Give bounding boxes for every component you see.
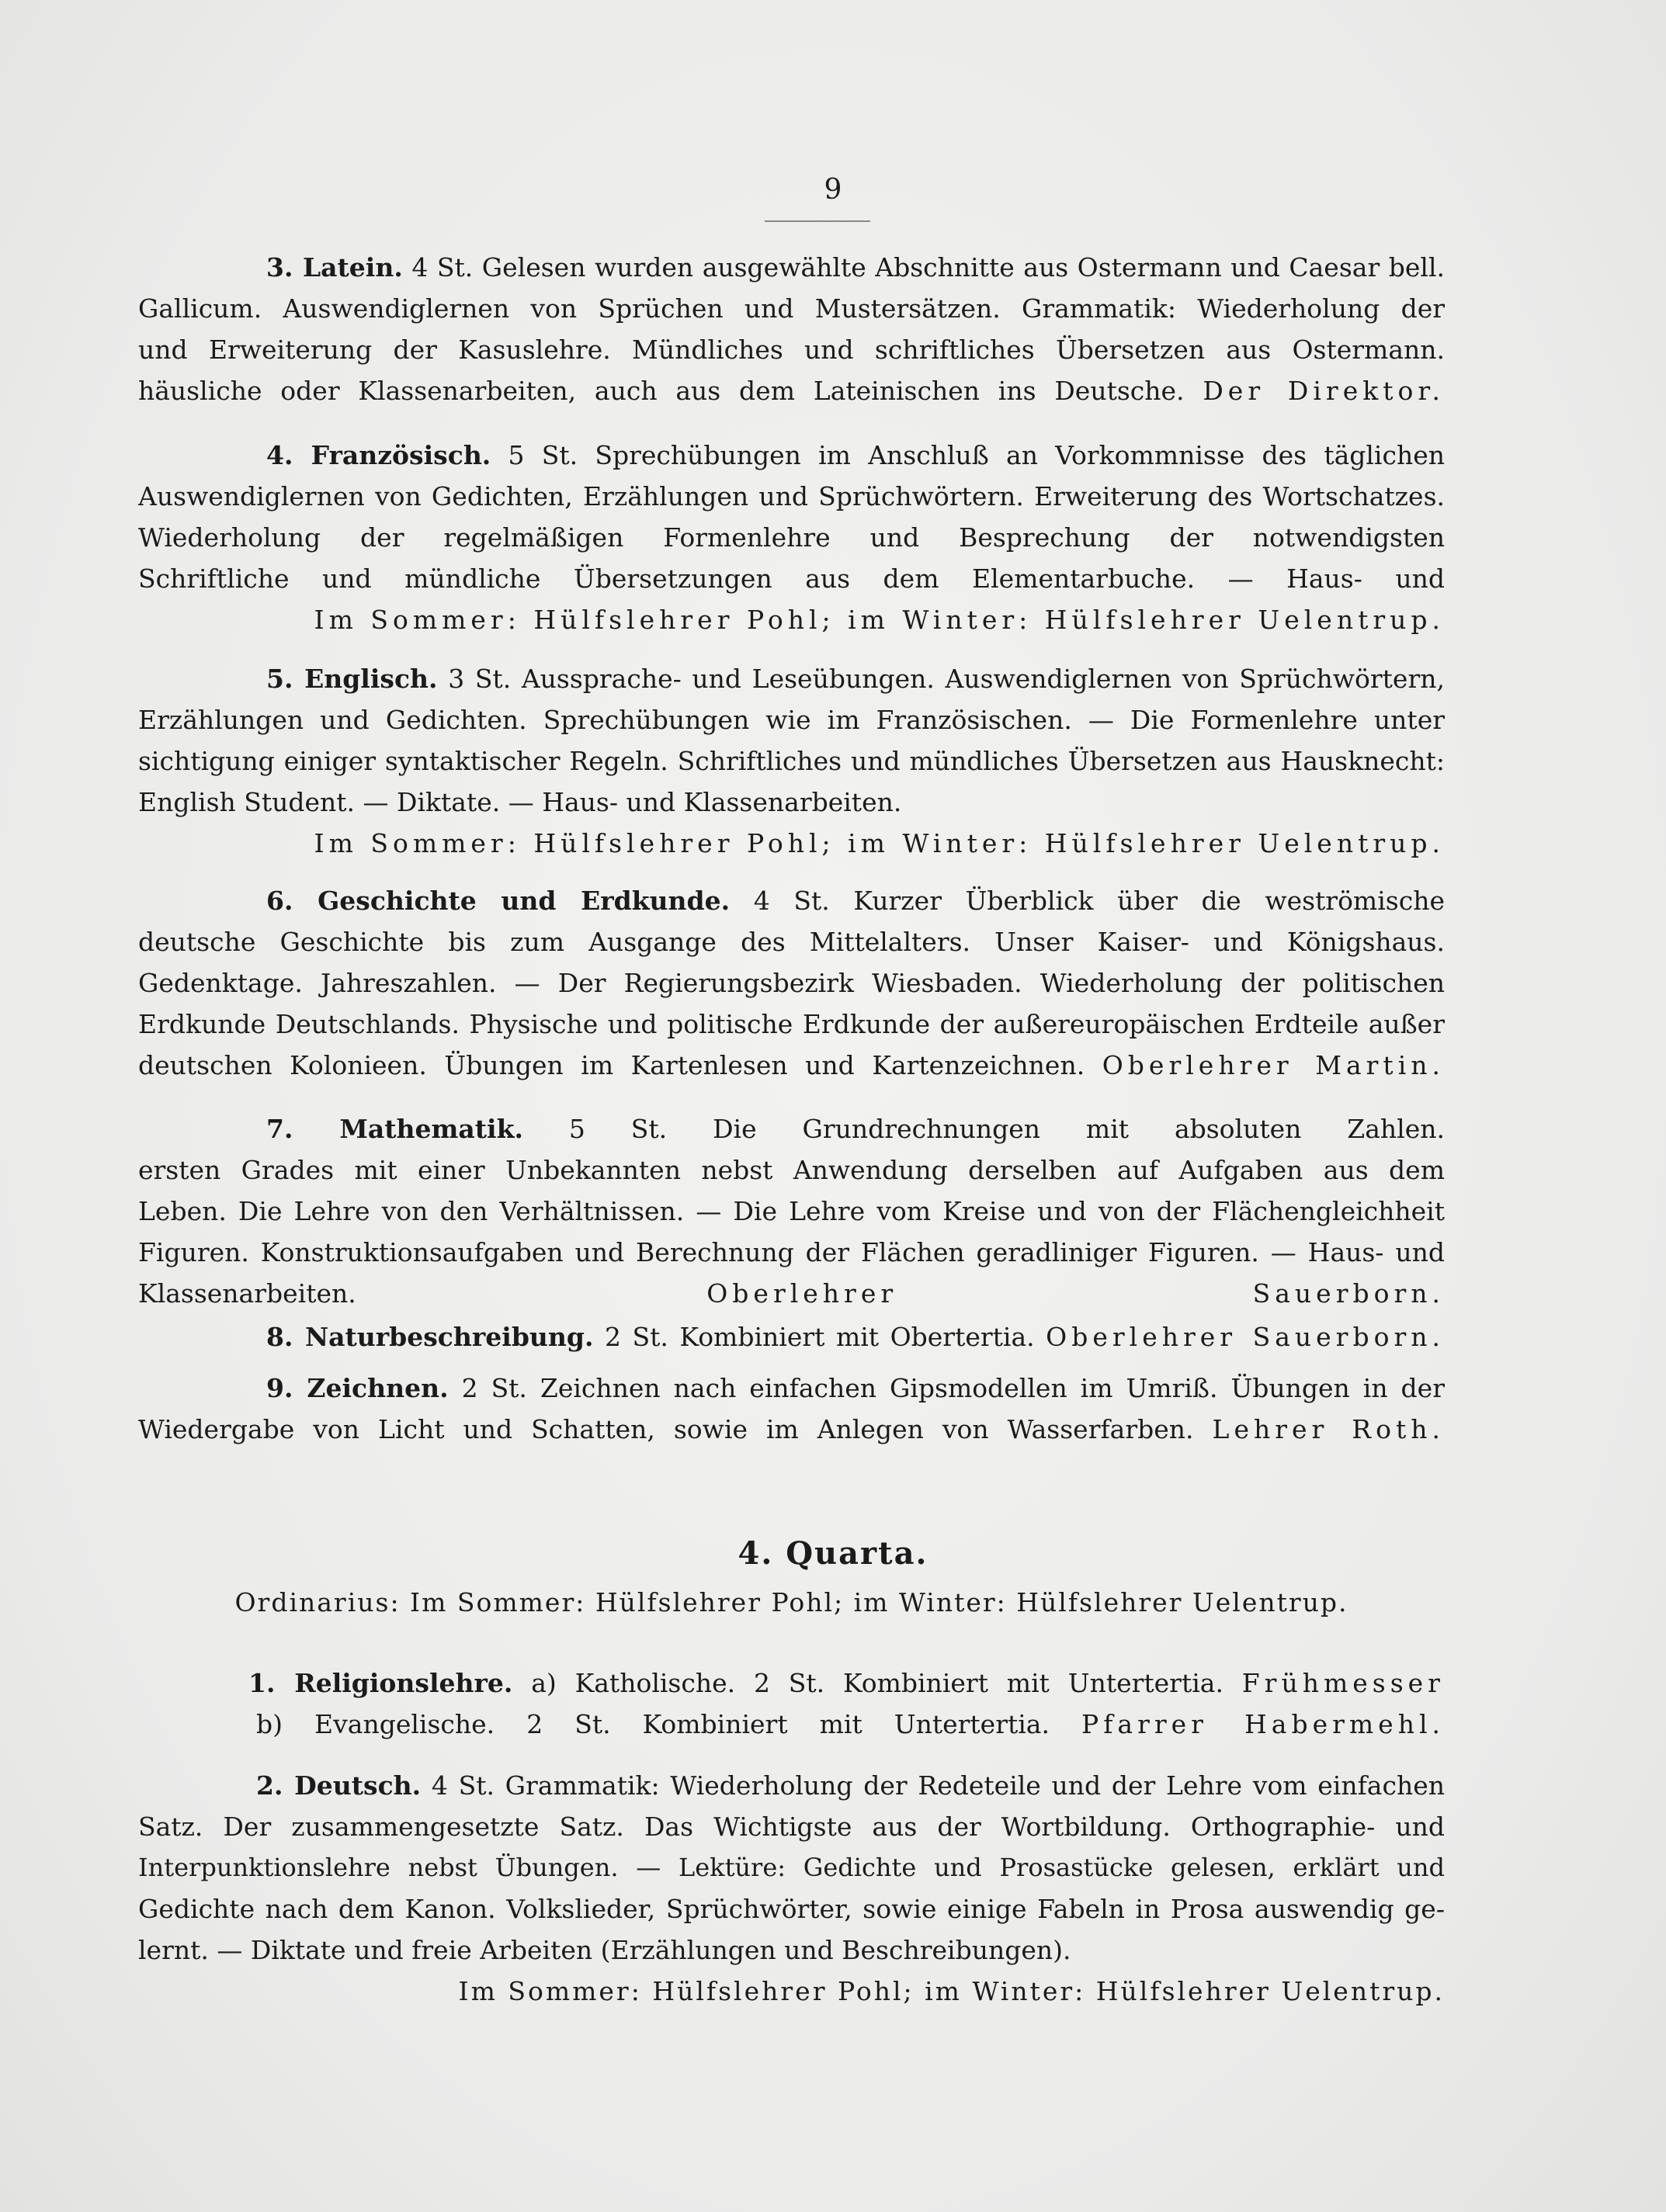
- subject-zeichnen: 9. Zeichnen.: [266, 1373, 449, 1403]
- englisch-teacher: Im Sommer: Hülfslehrer Pohl; im Winter: Hülfslehrer Uelentrup.: [314, 828, 1445, 858]
- latein-line-2: Gallicum. Auswendiglernen von Sprüchen und Mustersätzen. Grammatik: Wiederholung der: [138, 293, 1445, 324]
- geschichte-line-2: deutsche Geschichte bis zum Ausgange des Mittelalters. Unser Kaiser- und Königshaus.: [138, 927, 1445, 957]
- religion-paragraph: [138, 1662, 1445, 1745]
- deutsch-paragraph: [138, 1765, 1445, 2012]
- zeichnen-line-1: 2 St. Zeichnen nach einfachen Gipsmodellen im Umriß. Übungen in der: [461, 1373, 1445, 1403]
- subject-mathematik: 7. Mathematik.: [266, 1114, 523, 1144]
- deutsch-teacher: Im Sommer: Hülfslehrer Pohl; im Winter: Hülfslehrer Uelentrup.: [458, 1976, 1445, 2006]
- subject-geschichte: 6. Geschichte und Erdkunde.: [266, 886, 731, 916]
- subject-deutsch: 2. Deutsch.: [256, 1770, 422, 1801]
- mathematik-paragraph: [138, 1108, 1445, 1314]
- subject-englisch: 5. Englisch.: [266, 664, 438, 694]
- zeichnen-line-2: Wiedergabe von Licht und Schatten, sowie im Anlegen von Wasserfarben.: [138, 1414, 1194, 1444]
- naturbeschreibung-teacher: Oberlehrer Sauerborn.: [1046, 1322, 1445, 1352]
- deutsch-line-5: lernt. — Diktate und freie Arbeiten (Erzählungen und Beschreibungen).: [138, 1935, 1071, 1965]
- franzoesisch-line-4: Schriftliche und mündliche Übersetzungen aus dem Elementarbuche. — Haus- und: [138, 563, 1445, 594]
- mathematik-line-4: Figuren. Konstruktionsaufgaben und Berechnung der Flächen geradliniger Figuren. — Haus- und: [138, 1237, 1445, 1267]
- religion-line-a: a) Katholische. 2 St. Kombiniert mit Untertertia.: [531, 1668, 1223, 1698]
- geschichte-line-3: Gedenktage. Jahreszahlen. — Der Regierungsbezirk Wiesbaden. Wiederholung der politischen: [138, 968, 1445, 998]
- subject-franzoesisch: 4. Französisch.: [266, 440, 491, 470]
- ordinarius-block: [138, 1582, 1445, 1623]
- englisch-line-4: English Student. — Diktate. — Haus- und Klassenarbeiten.: [138, 787, 902, 817]
- zeichnen-teacher: Lehrer Roth.: [1212, 1414, 1445, 1444]
- page-number-rule: [765, 220, 870, 222]
- naturbeschreibung-line-1: 2 St. Kombiniert mit Obertertia.: [604, 1322, 1035, 1352]
- mathematik-line-2: ersten Grades mit einer Unbekannten nebst Anwendung derselben auf Aufgaben aus dem: [138, 1155, 1445, 1185]
- geschichte-teacher: Oberlehrer Martin.: [1102, 1050, 1445, 1080]
- englisch-paragraph: [138, 658, 1445, 864]
- page-number: 9: [824, 174, 842, 206]
- religion-line-b: b) Evangelische. 2 St. Kombiniert mit Untertertia.: [256, 1709, 1050, 1739]
- franzoesisch-line-2: Auswendiglernen von Gedichten, Erzählungen und Sprüchwörtern. Erweiterung des Wortschatzes.: [138, 481, 1445, 511]
- geschichte-line-5: deutschen Kolonieen. Übungen im Kartenlesen und Kartenzeichnen.: [138, 1050, 1085, 1080]
- religion-teacher-a: Frühmesser: [1241, 1668, 1445, 1698]
- geschichte-line-1: 4 St. Kurzer Überblick über die weströmische: [753, 886, 1445, 916]
- deutsch-line-4: Gedichte nach dem Kanon. Volkslieder, Sprüchwörter, sowie einige Fabeln in Prosa auswendig ge-: [138, 1894, 1445, 1924]
- latein-paragraph: [138, 247, 1445, 411]
- latein-teacher: Der Direktor.: [1203, 376, 1445, 406]
- englisch-line-2: Erzählungen und Gedichten. Sprechübungen wie im Französischen. — Die Formenlehre unter: [138, 705, 1445, 735]
- mathematik-line-1: 5 St. Die Grundrechnungen mit absoluten Zahlen.: [568, 1114, 1445, 1144]
- deutsch-line-1: 4 St. Grammatik: Wiederholung der Redeteile und der Lehre vom einfachen: [431, 1770, 1445, 1801]
- englisch-line-1: 3 St. Aussprache- und Leseübungen. Auswendiglernen von Sprüchwörtern,: [448, 664, 1445, 694]
- deutsch-line-3: Interpunktionslehre nebst Übungen. — Lektüre: Gedichte und Prosastücke gelesen, erklärt und: [138, 1853, 1445, 1882]
- naturbeschreibung-paragraph: [138, 1316, 1445, 1357]
- section-heading-quarta: 4. Quarta.: [738, 1535, 928, 1572]
- mathematik-teacher: Oberlehrer Sauerborn.: [706, 1278, 1445, 1309]
- geschichte-line-4: Erdkunde Deutschlands. Physische und politische Erdkunde der außereuropäischen Erdteile außer: [138, 1009, 1445, 1039]
- subject-religion: 1. Religionslehre.: [248, 1668, 513, 1698]
- latein-line-4: häusliche oder Klassenarbeiten, auch aus dem Lateinischen ins Deutsche.: [138, 376, 1185, 406]
- subject-latein: 3. Latein.: [266, 252, 403, 283]
- franzoesisch-teacher: Im Sommer: Hülfslehrer Pohl; im Winter: Hülfslehrer Uelentrup.: [314, 605, 1445, 635]
- geschichte-paragraph: [138, 880, 1445, 1086]
- deutsch-line-2: Satz. Der zusammengesetzte Satz. Das Wichtigste aus der Wortbildung. Orthographie- und: [138, 1812, 1445, 1842]
- mathematik-line-5: Klassenarbeiten.: [138, 1278, 356, 1309]
- mathematik-line-3: Leben. Die Lehre von den Verhältnissen. — Die Lehre vom Kreise und von der Flächengleichheit: [138, 1196, 1445, 1226]
- franzoesisch-paragraph: [138, 435, 1445, 640]
- franzoesisch-line-3: Wiederholung der regelmäßigen Formenlehre und Besprechung der notwendigsten: [138, 522, 1445, 553]
- religion-teacher-b: Pfarrer Habermehl.: [1081, 1709, 1445, 1739]
- subject-naturbeschreibung: 8. Naturbeschreibung.: [266, 1322, 594, 1352]
- latein-line-1: 4 St. Gelesen wurden ausgewählte Abschnitte aus Ostermann und Caesar bell.: [411, 252, 1445, 283]
- englisch-line-3: sichtigung einiger syntaktischer Regeln. Schriftliches und mündliches Übersetzen aus Hausknecht:: [138, 746, 1445, 776]
- franzoesisch-line-1: 5 St. Sprechübungen im Anschluß an Vorkommnisse des täglichen: [508, 440, 1445, 470]
- latein-line-3: und Erweiterung der Kasuslehre. Mündliches und schriftliches Übersetzen aus Ostermann.: [138, 335, 1445, 365]
- zeichnen-paragraph: [138, 1368, 1445, 1450]
- ordinarius-line: Ordinarius: Im Sommer: Hülfslehrer Pohl; im Winter: Hülfslehrer Uelentrup.: [234, 1587, 1348, 1617]
